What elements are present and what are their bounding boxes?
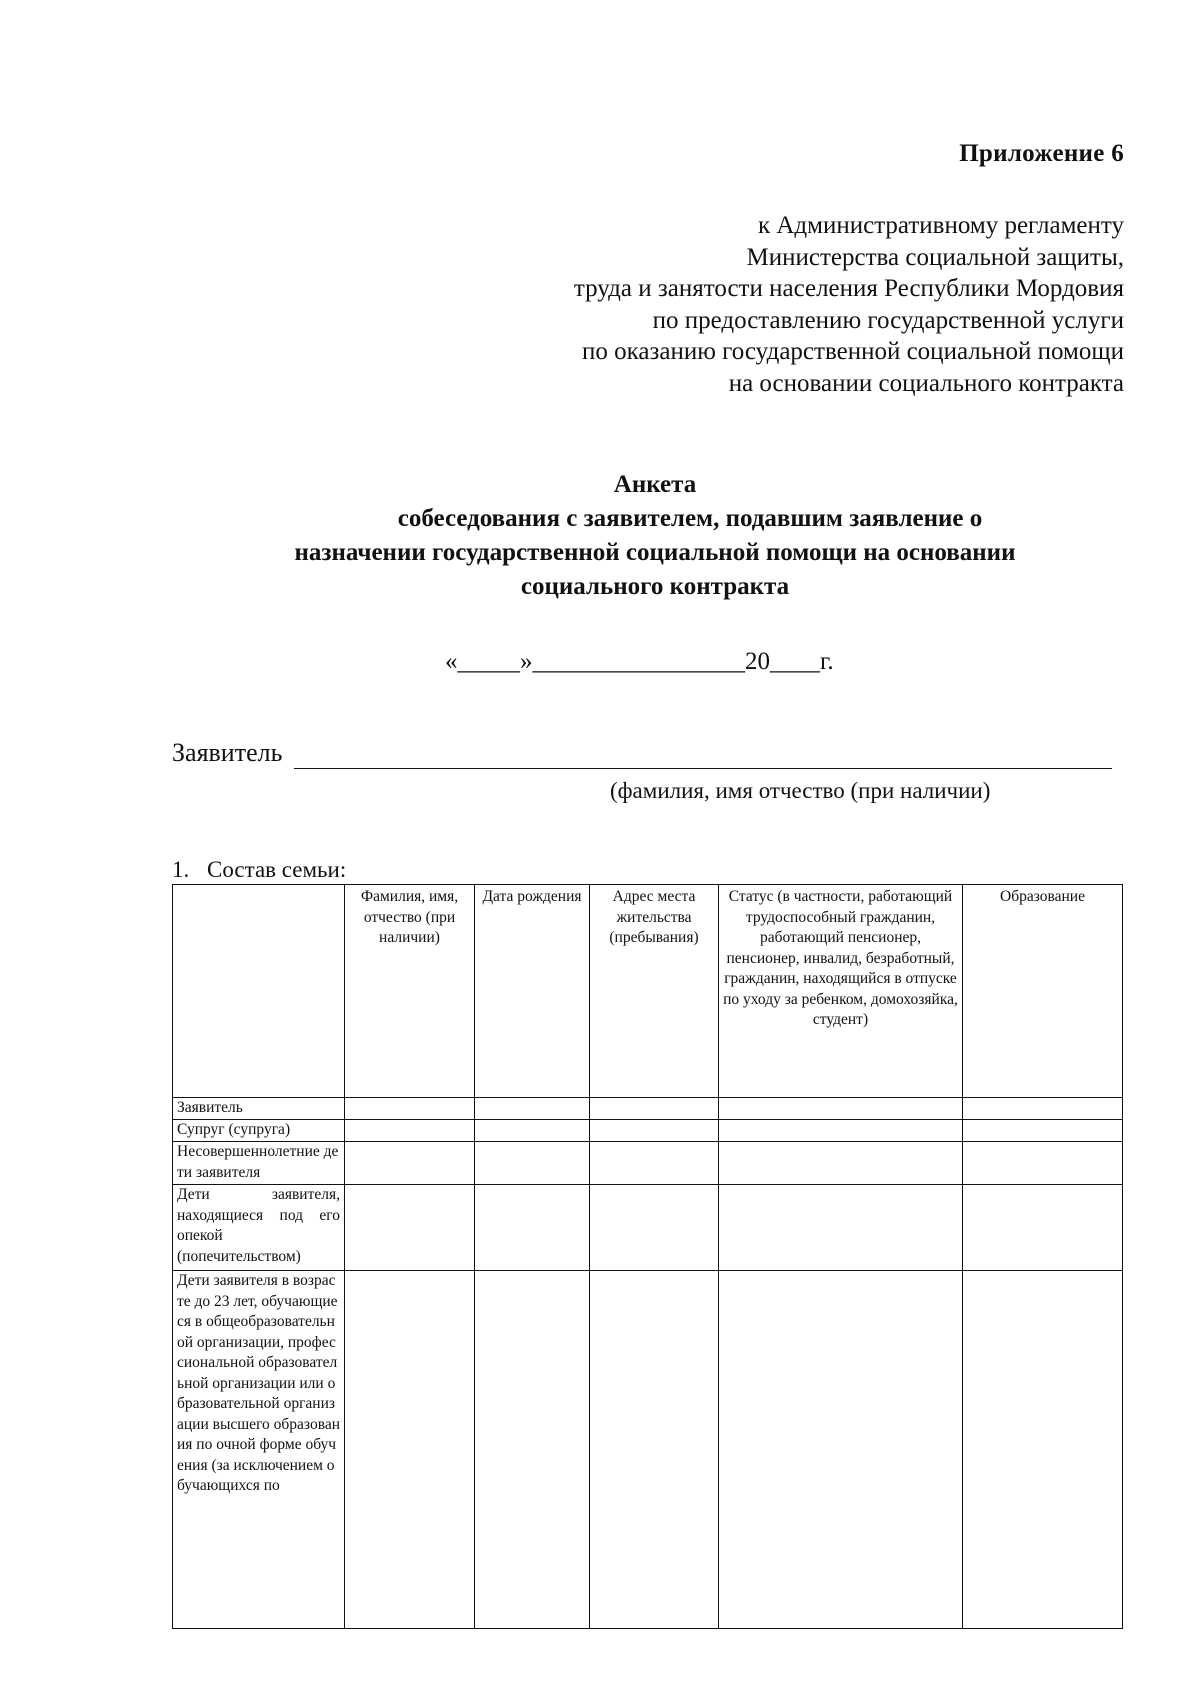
table-cell[interactable]	[475, 1098, 590, 1120]
form-title-line: собеседования с заявителем, подавшим заявление о	[397, 505, 983, 532]
table-cell[interactable]	[475, 1185, 590, 1271]
table-cell[interactable]	[590, 1271, 719, 1629]
table-cell[interactable]	[345, 1271, 475, 1629]
header-cell-address: Адрес места жительства (пребывания)	[590, 885, 719, 1098]
applicant-hint: (фамилия, имя отчество (при наличии)	[610, 778, 991, 803]
table-cell[interactable]	[963, 1271, 1123, 1629]
header-cell-birth-date: Дата рождения	[475, 885, 590, 1098]
table-cell[interactable]	[963, 1142, 1123, 1185]
row-label: Супруг (супруга)	[173, 1120, 345, 1142]
table-cell[interactable]	[590, 1185, 719, 1271]
table-row	[173, 1120, 1123, 1142]
table-row	[173, 1142, 1123, 1185]
regulation-line: на основании социального контракта	[728, 369, 1124, 397]
section-title: Состав семьи:	[207, 857, 347, 882]
family-composition-table	[172, 884, 1123, 1629]
regulation-reference	[424, 210, 1124, 399]
table-cell[interactable]	[475, 1120, 590, 1142]
table-cell[interactable]	[590, 1142, 719, 1185]
table-row	[173, 1098, 1123, 1120]
form-title-line: социального контракта	[520, 573, 790, 600]
regulation-line: к Административному регламенту	[757, 212, 1124, 239]
table-cell[interactable]	[345, 1142, 475, 1185]
table-cell[interactable]	[345, 1185, 475, 1271]
table-header-row	[173, 885, 1123, 1098]
table-cell[interactable]	[719, 1185, 963, 1271]
table-cell[interactable]	[345, 1098, 475, 1120]
form-title	[230, 468, 1080, 604]
table-cell[interactable]	[475, 1142, 590, 1185]
section-number: 1.	[172, 857, 190, 882]
regulation-line: по оказанию государственной социальной помощи	[582, 338, 1124, 365]
form-title-line: Анкета	[613, 471, 697, 498]
table-cell[interactable]	[963, 1098, 1123, 1120]
table-cell[interactable]	[719, 1120, 963, 1142]
applicant-underline[interactable]	[294, 768, 1112, 769]
table-cell[interactable]	[590, 1120, 719, 1142]
row-label: Заявитель	[173, 1098, 345, 1120]
header-cell-education: Образование	[963, 885, 1123, 1098]
row-label: Дети заявителя в возрасте до 23 лет, обучающиеся в общеобразовательной организации, профессиональной образовательной организации или образовательной организации высшего образования по очной форме обучения (за исключением обучающихся по	[173, 1271, 345, 1629]
regulation-line: по предоставлению государственной услуги	[652, 306, 1124, 334]
table-cell[interactable]	[719, 1142, 963, 1185]
header-cell	[173, 885, 345, 1098]
form-title-line: назначении государственной социальной помощи на основании	[294, 539, 1016, 566]
table-cell[interactable]	[719, 1271, 963, 1629]
row-label: Несовершеннолетние дети заявителя	[173, 1142, 345, 1185]
header-cell-status: Статус (в частности, работающий трудоспособный гражданин, работающий пенсионер, пенсионер, инвалид, безработный, гражданин, находящийся в отпуске по уходу за ребенком, домохозяйка, студент)	[719, 885, 963, 1098]
header-cell-full-name: Фамилия, имя, отчество (при наличии)	[345, 885, 475, 1098]
table-cell[interactable]	[963, 1185, 1123, 1271]
table-cell[interactable]	[590, 1098, 719, 1120]
table-cell[interactable]	[345, 1120, 475, 1142]
table-cell[interactable]	[963, 1120, 1123, 1142]
appendix-title: Приложение 6	[959, 140, 1124, 167]
applicant-field[interactable]	[172, 738, 1112, 768]
regulation-line: труда и занятости населения Республики Мордовия	[573, 275, 1124, 302]
table-cell[interactable]	[475, 1271, 590, 1629]
applicant-label: Заявитель	[172, 738, 283, 767]
table-row	[173, 1185, 1123, 1271]
regulation-line: Министерства социальной защиты,	[746, 243, 1124, 271]
table-row	[173, 1271, 1123, 1629]
row-label: Дети заявителя, находящиеся под его опекой (попечительством)	[173, 1185, 345, 1271]
table-cell[interactable]	[719, 1098, 963, 1120]
section-heading	[172, 857, 346, 883]
date-field[interactable]: «_____»_________________20____г.	[445, 648, 834, 675]
